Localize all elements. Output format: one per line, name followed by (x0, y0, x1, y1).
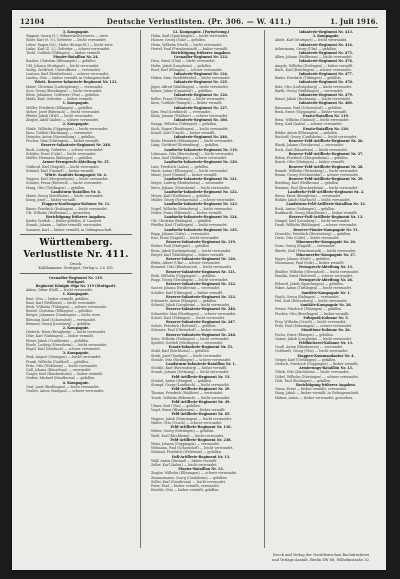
printer-imprint (266, 553, 376, 562)
unit-heading: Etappen-Kraftwagen-Kolonne Nr. 11. (41, 202, 111, 207)
casualty-entry: Stöckle, Karl (Ravensburg) — bisher vermißt. (151, 366, 228, 371)
casualty-entry: Fuchs, Ernst (Ehingen) — gefallen. (275, 332, 334, 337)
casualty-entry: Barth, Georg (Waiblingen) — verwundet. (275, 88, 344, 93)
unit-heading: Feld-Artillerie-Regiment Nr. 13. (171, 374, 231, 379)
unit-heading: Landwehr-Feld-Artillerie-Regiment Nr. 2. (287, 189, 365, 194)
unit-heading: Infanterie-Regiment Nr. 125. (174, 80, 228, 85)
casualty-entry: Lutz, Friedrich (Aalen) — gefallen. (151, 164, 209, 169)
casualty-entry: Knapp, Wilhelm (Tübingen) — gefallen. (151, 122, 217, 127)
section-subtitle-2: Kohlhammer, Stuttgart. Verlag u. Co. KG. (38, 266, 114, 271)
unit-heading: Reserve-Feld-Artillerie-Regiment Nr. 29. (288, 177, 364, 182)
casualty-entry: Wieland, Friedrich (Welzheim) — gefallen. (151, 450, 222, 455)
casualty-entry: Baumann, Paul (Schorndorf) — gefallen. (275, 105, 343, 110)
column-2-entries (145, 30, 257, 492)
unit-heading: Feldbäckerei-Kolonne Nr. 13. (298, 341, 354, 346)
unit-heading: Infanterie-Regiment Nr. 180. (174, 118, 228, 123)
casualty-entry: Moser, Karl (Heilbronn) — gefallen. (151, 193, 211, 198)
casualty-entry: Nagel, Wilhelm (Weinsberg) — leicht verwundet. (151, 206, 233, 211)
unit-heading: 12. Kompagnie. (Fortsetzung.) (172, 30, 230, 34)
casualty-entry: Hahn, Karl (Spaichingen) — leicht verwundet. (151, 34, 229, 39)
unit-heading: Reserve-Infanterie-Regiment Nr. 247. (166, 320, 236, 325)
casualty-entry: Kern, Gottlieb (Wangen) — bisher vermißt. (151, 101, 223, 106)
unit-heading: Fuhrpark-Kolonne Nr. 5. (303, 315, 349, 320)
casualty-entry: Widmann, Paul (Schorndorf) — leicht verwundet. (151, 446, 234, 451)
casualty-entry: Schott, Karl (Tübingen) — leicht verwundet. (151, 315, 226, 320)
unit-heading: Ersatz-Bataillon Nr. 119. (303, 114, 349, 119)
unit-heading: Ersatz-Bataillon Nr. 120. (303, 126, 349, 131)
casualty-entry: Kuhn, Heinrich (Münsingen) — leicht verwundet. (151, 139, 234, 144)
casualty-entry: Fischer, Max (Nürtingen) — bisher vermißt. (26, 139, 100, 144)
casualty-entry: Maile, Karl, Gefreiter — bisher vermißt. (26, 97, 93, 102)
unit-heading: Landwehr-Infanterie-Regiment Nr. 119. (164, 147, 238, 152)
unit-heading: 4. Kompagnie. (62, 380, 90, 385)
unit-heading: Fernsprech-Abteilung Nr. 26. (298, 277, 353, 282)
casualty-entry: Alber, Johann (Heilbronn) — leicht verwundet. (275, 55, 353, 60)
column-3-entries (269, 30, 383, 400)
casualty-entry: Hänle, Wilhelm (Göppingen) — leicht verwundet. (26, 126, 109, 131)
casualty-entry: Haug, Otto (Tuttlingen) — gefallen. (26, 185, 86, 190)
casualty-entry: Brenner, Georg (Leonberg) — gefallen. (26, 321, 92, 326)
casualty-entry: Bader, Friedrich (Tübingen) — gefallen. (275, 76, 342, 81)
unit-heading: Infanterie-Regiment Nr. 478. (299, 80, 353, 85)
casualty-entry: Glück, Otto (Kirchheim) — leicht verwundet. (275, 370, 350, 375)
unit-heading: Reserve-Pionier-Kompagnie Nr. 51. (293, 227, 359, 232)
casualty-entry: Blank, Johann (Gerabronn) — verwundet. (275, 143, 345, 148)
casualty-entry: Tezlit, Gottlieb (Tübingen) — bisher vermißt. (26, 51, 101, 56)
imprint-line-1: Druck und Verlag der Norddeutschen Buchdruckerei (272, 553, 370, 558)
casualty-entry: Linke, Karl (Z. 2.), Gefreiter — schwer verwundet. (26, 46, 111, 51)
casualty-entry: Bauer, Friedrich (Esslingen) — leicht verwundet. (26, 206, 108, 211)
casualty-entry: Ackermann, Georg (Ulm) — gefallen. (275, 46, 337, 51)
casualty-entry: Seitz, Wilhelm (Esslingen) — leicht verwundet. (151, 336, 230, 341)
casualty-entry: Hofer, Jakob (Laupheim) — gefallen. (151, 63, 212, 68)
casualty-entry: Wagner, Georg (3.), Offizierstellvertreter — verw. (26, 34, 109, 39)
column-1 (20, 30, 132, 548)
casualty-entry: Häfner, Anton — bisher verwundet, gestorben. (275, 395, 354, 400)
page-number: 12104 (20, 17, 45, 26)
newspaper-page (12, 10, 386, 570)
column-1-entries-lower (20, 276, 132, 394)
unit-heading: 2. Kompagnie. (62, 326, 90, 330)
casualty-entry: Renz, Jakob (Ludwigsburg) — leicht verwundet. (151, 248, 232, 253)
page-header (20, 17, 378, 28)
casualty-entry: Lang, Gottfried (Rottenburg) — gefallen. (151, 143, 220, 148)
casualty-entry: Schneider, Max (Reutlingen) — schwer verwundet. (151, 311, 237, 316)
casualty-entry: Mack, Anton (Ellwangen) — leicht verwundet. (151, 168, 229, 173)
casualty-entry: Brenner, Paul (Brackenheim) — leicht verwundet. (275, 185, 359, 190)
casualty-entry: Müller, Hermann (Balingen) — gefallen. (26, 156, 93, 161)
unit-heading: Minenwerfer-Kompagnie Nr. 27. (296, 252, 356, 257)
casualty-entry: Kaiser, Julius (Cannstatt) — gefallen. (151, 88, 213, 93)
casualty-entry: Ruof, Karl (Ehingen) — schwer verwundet. (151, 67, 223, 72)
casualty-entry: Gebhardt, Georg (Ulm) — leicht verwundet. (275, 349, 349, 354)
unit-heading: Infanterie-Regiment Nr. 477. (299, 72, 353, 77)
casualty-entry: Beck, Wilhelm (Tübingen) — schwer verwundet. (26, 304, 107, 309)
casualty-entry: Reiber, Paul (Stuttgart) — gefallen. (151, 244, 210, 249)
casualty-entry: Rau, Ernst (Nagold) — leicht verwundet. (151, 235, 220, 240)
unit-heading: Berichtigung früherer Angaben. (171, 51, 231, 56)
imprint-line-2: und Verlags-Anstalt, Berlin SW 68, Wilhelmstraße 32. (272, 557, 370, 562)
casualty-entry: Stahl, Karl (Kirchheim) — gefallen. (151, 349, 210, 354)
casualty-entry: Straub, Johann — bisher vermißt, verwundet. (26, 223, 103, 228)
casualty-entry: Gölz, Paul (Esslingen) — gefallen. (275, 378, 332, 383)
casualty-entry: Fischer, Otto (Reutlingen) — bisher vermißt. (275, 311, 350, 316)
unit-heading: Infanterie-Regiment Nr. 246. (174, 135, 228, 140)
column-2 (140, 30, 257, 548)
casualty-entry: Brandt, Wilhelm (Weinsberg) — leicht verwundet. (275, 168, 359, 173)
page-date: 1. Juli 1916. (330, 17, 378, 26)
casualty-entry: Beck, Ernst (Göppingen) — bisher vermißt. (275, 109, 348, 114)
unit-heading: Infanterie-Regiment Nr. 475. (299, 51, 353, 56)
casualty-entry: Gaiser, Jakob (Laupheim) — leicht verwundet. (275, 336, 352, 341)
casualty-entry: Peter, Paul — bisher vermißt, verwundet. (151, 483, 220, 488)
casualty-entry: Krauß, Karl (Urach) — bisher vermißt. (151, 130, 216, 135)
casualty-entry: Fauth, Georg (Balingen) — verwundet. (275, 294, 340, 299)
casualty-entry: Erhardt, Jakob (Spaichingen) — gefallen. (275, 282, 344, 287)
casualty-entry: Stumpf, Georg (Leutkirch) — leicht verwundet. (151, 383, 230, 388)
unit-heading: 2. Kompagnie. (62, 122, 90, 127)
casualty-entry: Frank, Wilhelm (Gaildorf) — gefallen. (26, 359, 89, 364)
unit-heading: Reserve-Infanterie-Regiment Nr. 248. (166, 332, 236, 337)
unit-heading: Reserve-Infanterie-Regiment Nr. 119. (166, 240, 236, 245)
casualty-entry: Sommer, Karl — bisher vermißt, in Gefangenschaft. (26, 227, 113, 232)
casualty-entry: Göbel, Wilhelm (Nürtingen) — schwer verwundet. (275, 374, 359, 379)
casualty-entry: Straub, Johann (Tettnang) — leicht verwundet. (151, 370, 230, 375)
casualty-entry: Ebner, Jakob (Crailsheim) — gefallen. (26, 338, 89, 343)
casualty-entry: Walter, Otto (Urach) — schwer verwundet. (151, 420, 223, 425)
unit-heading: Reserve-Feld-Artillerie-Regiment Nr. 27. (288, 151, 364, 156)
unit-heading: Landsturm-Feld-Artillerie-Bataillon Nr. 13. (286, 202, 366, 207)
unit-heading: Reserve-Infanterie-Regiment Nr. 123. (166, 294, 236, 299)
unit-heading: Pionier-Bataillon Nr. 24. (53, 55, 99, 60)
casualty-entry: Faber, Anton (Tuttlingen) — leicht verwundet. (275, 286, 352, 291)
casualty-entry: Merz, Johann (Neresheim) — leicht verwundet. (151, 185, 231, 190)
casualty-entry: Sost, Georg (Reutlingen) — leicht verwundet. (26, 88, 103, 93)
unit-heading: Reserve-Feld-Artillerie-Regiment Nr. 28. (288, 164, 364, 169)
unit-heading: Reserve-Infanterie-Regiment Nr. 121. (166, 269, 236, 274)
unit-heading: Sanitäts-Kompagnie Nr. 1. (301, 290, 351, 295)
casualty-entry: Balz, Otto (Ludwigsburg) — leicht verwundet. (275, 84, 352, 89)
unit-heading: Reserve-Infanterie-Regiment Nr. 120. (166, 256, 236, 261)
casualty-entry: Leins, Karl (Böblingen) — schwer verwundet. (151, 156, 228, 161)
casualty-entry: Heim, Wilhelm (Horb) — leicht verwundet. (151, 42, 223, 47)
casualty-entry: Ensslin, Ernst (Rottweil) — schwer verwundet. (275, 273, 354, 278)
casualty-entry: Gerlach, Friedrich (Göppingen) — bisher vermißt. (275, 362, 359, 367)
casualty-entry: Vogel, Ernst (Blaubeuren) — bisher vermißt. (151, 408, 226, 413)
page-title: Deutsche Verlustlisten. (Pr. 306. — W. 411.) (106, 17, 292, 26)
unit-heading: Feld-Artillerie-Regiment Nr. 49. (171, 399, 231, 404)
casualty-entry: Ott, Wilhelm (Heilbronn) — gestorben. (26, 210, 91, 215)
casualty-entry: Gerber, Michael (Maulbronn) — gefallen. (26, 376, 95, 381)
unit-heading: Reserve-Fuß-Artillerie-Regiment Nr. 13. (288, 214, 364, 219)
casualty-entry: Braun, Georg (Neckarsulm) — schwer verwundet. (275, 172, 359, 177)
casualty-entry: Thumm, Friedrich (Waldsee) — verwundet. (151, 391, 224, 396)
casualty-entry: Berger, Johannes (Geislingen) — leicht verw. (26, 313, 101, 318)
section-rule (20, 234, 132, 235)
casualty-entry: Schwarz, Paul (Oberndorf) — bisher vermißt. (151, 328, 227, 333)
casualty-entry: Krieg, Josef — bisher vermißt. (26, 198, 77, 203)
casualty-entry: Dorn, Georg (Nagold) — verwundet. (275, 244, 336, 249)
casualty-entry: Eiber, Karl (9. 9.), Gefreiter — leicht verwundet. (26, 38, 107, 43)
unit-heading: Munitions-Kolonne Nr. 26. (301, 328, 351, 333)
unit-heading: 3. Kompagnie. (62, 351, 90, 356)
casualty-entry: Buck, Anton (Vaihingen) — gefallen. (275, 206, 336, 211)
casualty-entry: Pfeifer, Jakob (Hall) — leicht verwundet. (26, 114, 94, 119)
unit-heading: Landwehr-Infanterie-Regiment Nr. 125. (164, 227, 238, 232)
casualty-entry: Bauer, Jakob (Backnang) — leicht verwundet. (275, 97, 352, 102)
casualty-entry: Deuschle, Friedrich (Herrenberg) — gefallen. (275, 231, 352, 236)
casualty-entry: Strobel, Anton (Wangen) — gefallen. (151, 378, 213, 383)
casualty-entry: Mayer, Ludwig (Heidenheim) — verwundet. (151, 181, 225, 186)
unit-heading: Feld-Artillerie-Regiment Nr. 238. (170, 437, 232, 442)
unit-heading: 1. Kompagnie. (62, 101, 90, 106)
casualty-entry: Pfeiffer, Karl (Tuttlingen) — leicht verwundet. (151, 223, 228, 228)
casualty-entry: Klotz, Johann (Waldsee) — schwer verwundet. (151, 114, 229, 119)
casualty-entry: Wagner, Karl (Mergentheim) — leicht verwundet. (26, 177, 109, 182)
casualty-entry: Schmid, Karl (Gmünd) — bisher vermißt. (26, 168, 95, 173)
casualty-entry: Sauter, Johann (Heilbronn) — verwundet. (151, 286, 221, 291)
casualty-entry: Bihler, Anton (Ellwangen) — gefallen. (275, 130, 338, 135)
casualty-entry: Koch, Ludwig, Gefreiter — schwer verwundet. (26, 147, 104, 152)
casualty-entry: Müller, Georg (Neckarsulm) — schwer verwundet. (151, 198, 236, 203)
casualty-entry: Reichle, Otto — bisher vermißt, gefallen. (151, 488, 220, 493)
unit-heading: Armee-Fernsprech-Abteilung Nr. 15. (42, 160, 110, 165)
casualty-entry: Abele, Karl (Stuttgart) — leicht verwundet. (275, 38, 348, 43)
unit-heading: Infanterie-Regiment Nr. 413. (299, 30, 353, 34)
casualty-entry: Graf, Josef (Riedlingen) — leicht verwundet. (26, 384, 100, 389)
casualty-entry: Maier, Christian (Ludwigsburg) — verwundet. (26, 84, 104, 89)
unit-heading: Infanterie-Regiment Nr. 414. (299, 42, 353, 47)
casualty-entry: Speidel, Gottlob (Nürtingen) — verwundet. (151, 341, 224, 346)
casualty-entry: Fritz, Paul (Münsingen) — schwer verwundet. (275, 324, 352, 329)
casualty-entry: Fritz, Otto (Welzheim) — leicht verwundet. (26, 363, 98, 368)
casualty-entry: Wenz, Johann (Göppingen) — verwundet. (151, 441, 220, 446)
casualty-entry: Adam, Oskar (Hall) — leicht verwundet. (26, 288, 93, 293)
unit-heading: Landwehr-Infanterie-Regiment Nr. 123. (164, 202, 238, 207)
casualty-entry: Hertel, Paul (Freudenstadt) — bisher vermißt. (151, 46, 229, 51)
casualty-entry: Haag, Jakob — bisher vermißt, in Gefangenschaft. (275, 391, 360, 396)
unit-heading: Reserve-Infanterie-Regiment Nr. 246. (166, 307, 236, 312)
casualty-entry: Bischoff, Georg (Crailsheim) — leicht verwundet. (275, 135, 358, 140)
unit-heading: Landsturm-Infanterie-Bataillon Nr. 1. (166, 362, 236, 367)
casualty-entry: Lehmann, Otto (Herrenberg) — leicht verwundet. (151, 151, 235, 156)
casualty-entry: Leber, Eugen (St.), Maler (Kriegs-St.) — leicht verw. (26, 42, 114, 47)
column-1-entries (20, 30, 132, 232)
casualty-entry: Bentel, Christian (Eßlingen) — gefallen. (26, 309, 93, 314)
casualty-entry: Schäfer, Karl (Öhringen) — bisher vermißt. (151, 290, 224, 295)
unit-heading: Infanterie-Regiment Nr. 124. (174, 72, 228, 77)
casualty-entry: Zoller, Karl (Gerabronn) — leicht verwundet. (151, 479, 226, 484)
unit-heading: Landwehr-Infanterie-Regiment Nr. 122. (164, 189, 238, 194)
unit-heading: Landsturm-Bataillon Nr. 4. (51, 189, 101, 194)
casualty-entry: Neher, Franz (Biberach) — bisher vermißt. (151, 210, 223, 215)
casualty-entry: Maier, Georg (Kirchheim) — leicht verwundet. (26, 193, 104, 198)
casualty-entry: Zeller, Karl (Aalen) — leicht verwundet. (151, 462, 218, 467)
casualty-entry: Gutbrod, Karl (Nagold) — leicht verwundet. (26, 164, 100, 169)
casualty-entry: Fetzer, Friedrich (Tübingen) — gefallen. (275, 307, 343, 312)
unit-heading: Infanterie-Regiment Nr. 480. (299, 101, 353, 106)
casualty-entry: Rieger, Karl (Waiblingen) — bisher vermißt. (151, 252, 225, 257)
casualty-entry: Bühler, Jakob (Marbach) — leicht verwundet. (275, 198, 351, 203)
casualty-entry: Egger, Johann (Horb) — gefallen. (275, 256, 331, 261)
casualty-entry: Wolf, Anton (Gmünd) — bisher vermißt. (151, 458, 218, 463)
unit-heading: Reserve-Infanterie-Regiment Nr. 248. (41, 143, 111, 148)
casualty-entry: Weber, Georg (Nürtingen) — gefallen. (151, 429, 215, 434)
casualty-entry: Koch, Eugen (Reutlingen) — leicht verwundet. (151, 126, 229, 131)
casualty-entry: Dürr, Karl (Vaihingen) — bisher vermißt. (26, 334, 94, 339)
casualty-entry: Angele, Wilhelm (Esslingen) — bisher vermißt. (275, 63, 354, 68)
unit-heading: Etappen-Kommandantur Nr. 4. (297, 353, 355, 358)
section-title: Württemberg. Verlustliste Nr. 411. (23, 237, 129, 260)
casualty-entry: Schmid, Jakob (Laupheim) — leicht verwundet. (151, 303, 230, 308)
unit-heading: Württ. Reserve-Infanterie-Regiment Nr. 121. (34, 80, 118, 85)
unit-heading: Infanterie-Regiment Nr. 479. (299, 93, 353, 98)
casualty-entry: Breitling, Karl (Heilbronn) — gefallen. (275, 181, 340, 186)
casualty-entry: Bach, Karl (Reutlingen) — schwer verwundet. (275, 67, 352, 72)
section-subtitle-1: Druck: (69, 261, 83, 266)
casualty-entry: Steinle, Otto (Riedlingen) — schwer verwundet. (151, 357, 232, 362)
casualty-entry: Schuler, Franz (Rottweil) — leicht verwundet. (26, 181, 103, 186)
casualty-entry: Feil, Karl (Rottenburg) — leicht verwundet. (275, 299, 348, 303)
casualty-entry: Böhm, Friedrich (Mergentheim) — gefallen. (275, 156, 349, 161)
casualty-entry: Geiger, Karl (Geislingen) — gefallen. (275, 357, 337, 362)
casualty-entry: Huber, Max, Vizefeldwebel — leicht verwundet. (151, 76, 231, 81)
casualty-entry: Bock, Karl (Künzelsau) — leicht verwundet. (275, 147, 348, 152)
casualty-entry: Jäger, Alfred (Waiblingen) — leicht verwundet. (151, 84, 229, 89)
casualty-entry: Geiger, Karl (Brackenheim) — bisher vermißt. (26, 372, 103, 377)
casualty-entry: Sieber, Josef (Biberach) — leicht verwundet. (26, 109, 101, 114)
casualty-entry: Kiefer, Gottlob — bisher gefallen, lt. Lazarett. (26, 219, 103, 224)
casualty-entry: Ott, Christian (Balingen) — gefallen. (151, 219, 213, 224)
unit-heading: Reserve-Feld-Artillerie-Regiment Nr. 26. (288, 139, 364, 144)
casualty-entry: Gall, Johann (Künzelsau) — verwundet. (26, 368, 92, 373)
casualty-entry: Uhl, Johann (Stuttgart) — leicht verwundet. (26, 63, 100, 68)
unit-heading: Fuß-Artillerie-Regiment Nr. 13. (171, 454, 231, 459)
casualty-entry: Fink, August (Öhringen) — leicht verwundet. (26, 355, 102, 360)
casualty-entry: Rupp, Georg (Geislingen) — leicht verwundet. (151, 277, 229, 282)
column-3 (264, 30, 383, 548)
casualty-entry: Scheuerle, Anton (Ehingen) — gefallen. (151, 299, 218, 303)
unit-heading: Minenwerfer-Kompagnie Nr. 26. (296, 240, 356, 245)
unit-heading: Stuttgart. (66, 279, 86, 284)
unit-heading: Berichtigung früherer Angaben. (296, 383, 356, 388)
unit-heading: Infanterie-Regiment Nr. 127. (174, 105, 228, 110)
unit-heading: Fernsprech-Abteilung Nr. 13. (298, 265, 353, 270)
casualty-entry: Leutner, Karl (Heidenheim) — schwer verwundet. (26, 72, 110, 77)
casualty-entry: Dietz, Otto (Calw) — leicht verwundet. (275, 235, 340, 240)
casualty-entry: Daub, Wilhelm (Böblingen) — schwer verwundet. (275, 223, 358, 228)
unit-heading: Landwehr-Infanterie-Regiment Nr. 124. (164, 214, 238, 219)
section-rule (20, 273, 132, 274)
casualty-entry: Gauß, Anton (Blaubeuren) — verwundet. (275, 345, 344, 350)
casualty-entry: Keller, Franz (Tettnang) — leicht verwundet. (151, 97, 226, 102)
casualty-entry: Stark, Josef (Saulgau) — leicht verwundet. (151, 353, 223, 358)
casualty-entry: Rauber, Christian (Ellwangen) — gefallen. (26, 59, 97, 64)
casualty-entry: Roth, Wilhelm (Göppingen) — gefallen. (151, 273, 217, 278)
casualty-entry: Lindau, Otto — bisher vermißt, in Gefangenschaft. (26, 76, 111, 81)
casualty-entry: Müller, Friedrich (Eßlingen) — gefallen. (26, 105, 93, 110)
casualty-entry: Rommel, Otto (Blaubeuren) — leicht verwundet. (151, 265, 232, 270)
unit-heading: Reserve-Infanterie-Regiment Nr. 122. (166, 282, 236, 287)
casualty-entry: Baur, Karl (Weilheim) — leicht verwundet. (26, 300, 97, 305)
casualty-entry: Berg, Karl (Aalen) — schwer verwundet. (275, 122, 343, 127)
casualty-entry: Maier, Josef (Gmünd) — bisher vermißt. (151, 172, 218, 177)
unit-heading: Armierungs-Bataillon Nr. 13. (299, 366, 353, 371)
casualty-entry: Bast, Otto — bisher vermißt, gefallen. (26, 296, 90, 301)
casualty-entry: Rapp, Johann (Calw) — verwundet. (151, 231, 210, 236)
unit-heading: Infanterie-Regiment Nr. 126. (174, 93, 228, 98)
unit-heading: Feld-Artillerie-Regiment Nr. 116. (170, 425, 232, 430)
casualty-entry: Zimmermann, Georg (Crailsheim) — gefallen. (151, 475, 228, 480)
unit-heading: Württ. Sanitäts-Kompagnie Nr. 2. (44, 172, 108, 177)
casualty-entry: Burkhardt, Georg (Maulbronn) — bisher vermißt. (275, 210, 358, 215)
casualty-entry: Sudig, Gottfried, Unteroffizier — verwundet. (26, 67, 101, 72)
unit-heading: Grenadier-Regiment Nr. 123. (174, 55, 228, 60)
casualty-entry: Hauser, Georg (Sulz) — gefallen. (151, 38, 206, 43)
unit-heading: Grenadier-Regiment Nr. 119. (49, 275, 103, 280)
unit-heading: Pionier-Bataillon Nr. 13. (178, 467, 224, 472)
casualty-entry: Ziegler, Wilhelm (Ellwangen) — schwer verwundet. (151, 471, 238, 476)
casualty-entry: Klein, Johannes, Gefreiter (Ulm) — gefallen. (26, 93, 100, 98)
casualty-entry: Bross, Ernst (Besigheim) — verwundet. (275, 193, 342, 198)
unit-heading: Feld-Artillerie-Regiment Nr. 65. (171, 412, 231, 417)
casualty-entry: Elsäßer, Wilhelm (Oberndorf) — leicht verwundet. (275, 269, 359, 274)
casualty-entry: Weiß, Karl (Kirchheim) — leicht verwundet. (151, 433, 225, 438)
unit-heading: 3. Kompagnie. (312, 34, 340, 39)
casualty-entry: Wagner, Jakob (Münsingen) — leicht verwundet. (151, 416, 232, 421)
unit-heading: Sanitäts-Kompagnie Nr. 26. (300, 303, 352, 308)
casualty-entry: Dietrich, Hans (Besigheim) — leicht verwundet. (26, 330, 107, 335)
casualty-entry: Ulmer, Karl (Ulm) — gefallen. (151, 404, 201, 409)
unit-heading: Regiment Königin Olga Nr. 119 (Stuttgart). (35, 283, 117, 288)
casualty-entry: Eisele, Ludwig (Neresheim) — leicht verwundet. (26, 342, 108, 347)
unit-heading: Landwehr-Infanterie-Regiment Nr. 121. (164, 177, 238, 182)
casualty-entry: Kurz, Gottlob (Backnang) — verwundet. (26, 130, 93, 135)
casualty-entry: Blessing, Karl (Schorndorf) — verwundet. (26, 317, 96, 322)
casualty-entry: Benz, Wilhelm (Gmünd) — leicht verwundet. (275, 118, 350, 123)
unit-heading: Ersatz-Infanterie-Regiment Nr. 51. (168, 345, 234, 350)
casualty-entry: Hess, Ernst (Ulm) — leicht verwundet. (151, 59, 216, 64)
unit-heading: Landwehr-Infanterie-Regiment Nr. 120. (164, 160, 238, 165)
casualty-entry: Bosch, Otto (Öhringen) — bisher vermißt. (275, 160, 345, 165)
casualty-entry: Ziegler, Adolf (Aalen) — schwer verwundet. (26, 118, 99, 123)
casualty-entry: Schäfer, Ernst (Calw) — leicht verwundet. (26, 151, 97, 156)
casualty-entry: Kirn, Paul (Leutkirch) — verwundet. (151, 109, 212, 114)
casualty-entry: Frey, Wilhelm (Urach) — leicht verwundet. (275, 320, 347, 325)
casualty-entry: Eisenmann, Paul (Sulz) — bisher vermißt. (275, 261, 345, 266)
casualty-entry: Ritter, Albert (Ulm) — schwer verwundet. (151, 261, 221, 266)
unit-heading: Feld-Artillerie-Regiment Nr. 29. (171, 387, 231, 392)
unit-heading: 1. Kompagnie. (62, 292, 90, 297)
unit-heading: 3. Kompagnie. (62, 30, 90, 34)
casualty-entry: Traub, Wilhelm (Biberach) — leicht verwundet. (151, 395, 231, 400)
casualty-entry: Engel, Karl (Marbach) — schwer verwundet. (26, 347, 101, 352)
unit-heading: Berichtigung früherer Angaben. (46, 214, 106, 219)
casualty-entry: Dangel, Karl (Leonberg) — leicht verwundet. (275, 219, 351, 224)
casualty-entry: Eberle, Karl (Freudenstadt) — leicht verwundet. (275, 248, 357, 253)
unit-heading: Infanterie-Regiment Nr. 476. (299, 59, 353, 64)
casualty-entry: Gruber, Anton (Saulgau) — schwer verwundet. (26, 389, 105, 394)
casualty-entry: Schuh, Friedrich (Rottweil) — gefallen. (151, 324, 217, 329)
casualty-entry: Heinzler, Anton (Ravensburg) — gefallen. (26, 135, 96, 140)
casualty-entry: Gross, Ernst — bisher vermißt, verwundet. (275, 387, 347, 392)
